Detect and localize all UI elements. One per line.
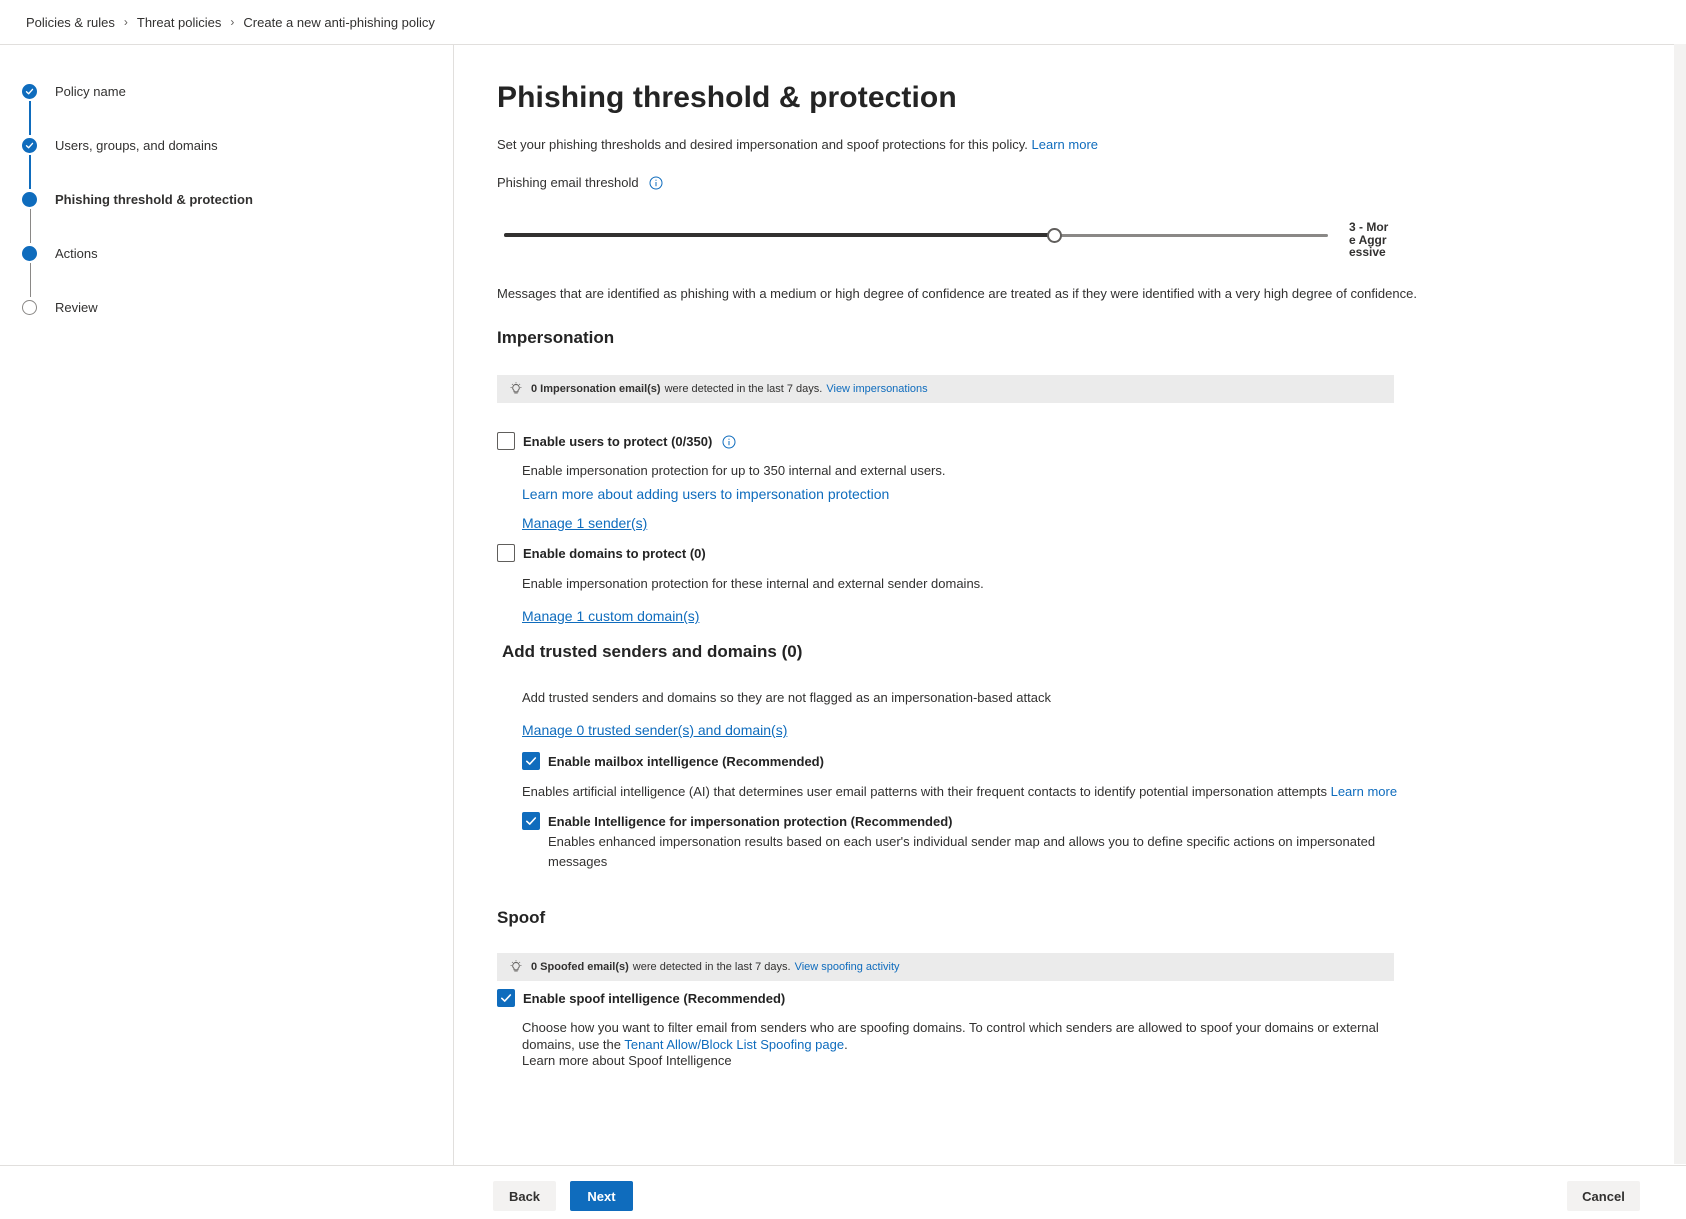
impersonation-intelligence-label [548,814,953,829]
check-icon [22,138,37,153]
trusted-senders-heading: Add trusted senders and domains (0) [502,642,803,661]
step-connector [30,263,31,297]
wizard-step-label: Review [55,299,98,315]
breadcrumb [26,10,435,34]
enable-domains-label-text: Enable domains to protect (0) [523,546,706,561]
enable-domains-label [523,546,706,561]
wizard-step-policy-name[interactable] [22,79,126,103]
step-connector [29,155,31,189]
step-connector [30,209,31,243]
wizard-step-label: Phishing threshold & protection [55,191,253,207]
scrollbar[interactable] [1674,44,1686,1164]
mailbox-intelligence-learn-more-link[interactable]: Learn more [1330,784,1398,799]
breadcrumb-current-page: Create a new anti-phishing policy [243,14,435,30]
impersonation-banner [497,375,1394,403]
chevron-right-icon: › [230,15,235,29]
wizard-divider [453,45,454,1165]
intro-description: Set your phishing thresholds and desired impersonation and spoof protections for this policy. [497,137,1028,152]
wizard-step-label: Policy name [55,83,126,99]
banner-text: were detected in the last 7 days. [664,383,823,395]
mailbox-intelligence-description-text: Enables artificial intelligence (AI) that determines user email patterns with their frequent contacts to identify potential impersonation attempts [522,784,1327,799]
spoof-intelligence-checkbox[interactable] [497,989,515,1007]
info-icon[interactable] [649,176,663,190]
banner-count: 0 Spoofed email(s) [531,961,629,973]
slider-value-label: 3 - More Aggressive [1349,220,1389,259]
manage-senders-link[interactable]: Manage 1 sender(s) [522,515,648,531]
threshold-description: Messages that are identified as phishing with a medium or high degree of confidence are treated as if they were identified with a very high degree of confidence. [497,286,1417,301]
slider-thumb[interactable] [1047,228,1062,243]
spoof-banner [497,953,1394,981]
enable-domains-checkbox[interactable] [497,544,515,562]
threshold-label [497,175,663,190]
spoof-description-text: Choose how you want to filter email from senders who are spoofing domains. To control which senders are allowed to spoof your domains or external domains, use the [522,1020,1379,1052]
impersonation-heading: Impersonation [497,328,615,347]
slider-fill [504,233,1054,237]
enable-domains-description: Enable impersonation protection for these internal and external sender domains. [522,576,984,591]
footer-divider [0,1165,1686,1166]
wizard-step-label: Users, groups, and domains [55,137,218,153]
learn-more-link[interactable]: Learn more [1031,137,1099,152]
tenant-allow-block-list-link[interactable]: Tenant Allow/Block List Spoofing page [624,1037,845,1052]
header-divider [0,44,1686,45]
spoof-intelligence-label-text: Enable spoof intelligence (Recommended) [523,991,786,1006]
impersonation-intelligence-description: Enables enhanced impersonation results based on each user's individual sender map and allows you to define specific actions on impersonated messages [548,834,1376,869]
page-title: Phishing threshold & protection [497,81,957,114]
banner-count: 0 Impersonation email(s) [531,383,661,395]
spoof-intelligence-label [523,991,785,1006]
wizard-step-users-groups-domains[interactable] [22,133,218,157]
learn-more-users-link[interactable]: Learn more about adding users to impersonation protection [522,486,890,502]
check-icon [500,992,512,1004]
view-spoofing-activity-link[interactable]: View spoofing activity [794,961,900,973]
trusted-senders-description: Add trusted senders and domains so they are not flagged as an impersonation-based attack [522,690,1051,705]
empty-step-dot-icon [22,300,37,315]
mailbox-intelligence-description [522,784,1397,799]
intro-text [497,137,1098,152]
lightbulb-icon [509,382,523,396]
step-dot-icon [22,246,37,261]
enable-users-checkbox[interactable] [497,432,515,450]
enable-users-label [523,434,736,449]
check-icon [525,815,537,827]
current-step-dot-icon [22,192,37,207]
enable-users-description: Enable impersonation protection for up to 350 internal and external users. [522,463,946,478]
next-button[interactable]: Next [570,1181,633,1211]
mailbox-intelligence-label [548,754,824,769]
back-button[interactable]: Back [493,1181,556,1211]
learn-more-spoof-intelligence-link[interactable]: Learn more about Spoof Intelligence [522,1053,732,1068]
step-connector [29,101,31,135]
view-impersonations-link[interactable]: View impersonations [826,383,928,395]
wizard-step-actions[interactable] [22,241,98,265]
impersonation-intelligence-checkbox[interactable] [522,812,540,830]
info-icon[interactable] [722,435,736,449]
manage-custom-domains-link[interactable]: Manage 1 custom domain(s) [522,608,700,624]
spoof-description-end: . [844,1037,848,1052]
manage-trusted-senders-link[interactable]: Manage 0 trusted sender(s) and domain(s) [522,722,788,738]
breadcrumb-threat-policies[interactable]: Threat policies [136,14,222,30]
check-icon [22,84,37,99]
wizard-step-review[interactable] [22,295,98,319]
enable-users-label-text: Enable users to protect (0/350) [523,434,713,449]
cancel-button[interactable]: Cancel [1567,1181,1640,1211]
check-icon [525,755,537,767]
mailbox-intelligence-checkbox[interactable] [522,752,540,770]
chevron-right-icon: › [123,15,128,29]
phishing-threshold-slider[interactable] [504,229,1328,243]
lightbulb-icon [509,960,523,974]
spoof-heading: Spoof [497,908,546,927]
breadcrumb-policies-rules[interactable]: Policies & rules [26,14,115,30]
wizard-step-phishing-threshold[interactable] [22,187,253,211]
impersonation-intelligence-label-text: Enable Intelligence for impersonation protection (Recommended) [548,814,953,829]
wizard-step-label: Actions [55,245,98,261]
mailbox-intelligence-label-text: Enable mailbox intelligence (Recommended) [548,754,824,769]
banner-text: were detected in the last 7 days. [632,961,791,973]
spoof-intelligence-description [522,1019,1392,1053]
threshold-label-text: Phishing email threshold [497,175,639,190]
